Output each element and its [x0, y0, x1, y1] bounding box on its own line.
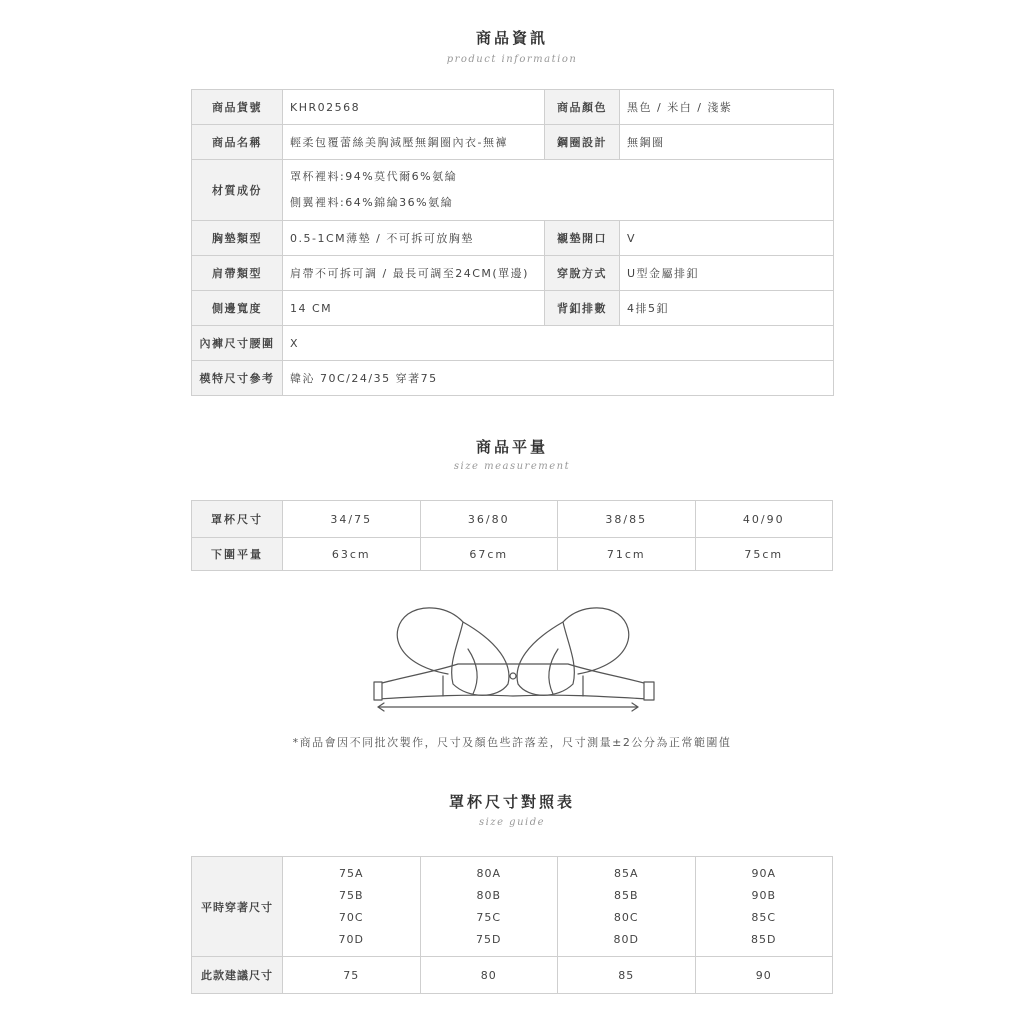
size-guide-table: [191, 856, 833, 994]
usual-size-cell: [420, 857, 558, 957]
table-row: [192, 256, 834, 291]
underbust-label: 下圍平量: [192, 538, 283, 571]
size-item: 90A: [751, 866, 777, 880]
right-hook: [644, 682, 654, 700]
model-label: 模特尺寸參考: [192, 361, 283, 396]
strap-value: 肩帶不可拆可調 / 最長可調至24CM(單邊): [283, 256, 545, 291]
table-row: [192, 957, 833, 994]
measure-title: 商品平量: [475, 438, 548, 456]
info-title: 商品資訊: [475, 29, 548, 47]
pad-value: 0.5-1CM薄墊 / 不可拆可放胸墊: [283, 221, 545, 256]
right-strap: [563, 608, 629, 674]
material-line-1: 罩杯裡料:94%莫代爾6%氨綸: [290, 170, 458, 183]
size-item: 80C: [613, 910, 639, 924]
size-item: 70D: [338, 932, 364, 946]
recommend-label: 此款建議尺寸: [192, 957, 283, 994]
left-hook: [374, 682, 382, 700]
material-line-2: 側翼裡料:64%錦綸36%氨綸: [290, 196, 454, 209]
size-cell: 38/85: [558, 501, 696, 538]
item-no-value: KHR02568: [283, 90, 545, 125]
center-bow: [510, 673, 516, 679]
material-label: 材質成份: [192, 160, 283, 221]
band-top: [378, 664, 648, 684]
panty-value: X: [283, 326, 834, 361]
color-value: 黑色 / 米白 / 淺紫: [620, 90, 834, 125]
guide-subtitle: size guide: [478, 817, 546, 828]
side-value: 14 CM: [283, 291, 545, 326]
name-value: 輕柔包覆蕾絲美胸減壓無鋼圈內衣-無褲: [283, 125, 545, 160]
size-cell: 40/90: [695, 501, 833, 538]
table-row: [192, 291, 834, 326]
size-item: 85C: [751, 910, 777, 924]
underbust-cell: 63cm: [283, 538, 421, 571]
right-cup: [517, 622, 574, 695]
size-item: 80D: [613, 932, 639, 946]
size-item: 85A: [613, 866, 639, 880]
size-cell: 36/80: [420, 501, 558, 538]
name-label: 商品名稱: [192, 125, 283, 160]
material-value: [283, 160, 834, 221]
recommend-cell: 85: [558, 957, 696, 994]
measurement-note: *商品會因不同批次製作，尺寸及顏色些許落差，尺寸測量±2公分為正常範圍值: [292, 736, 732, 749]
panty-label: 內褲尺寸腰圍: [192, 326, 283, 361]
recommend-cell: 75: [283, 957, 421, 994]
size-item: 75A: [338, 866, 364, 880]
wear-label: 穿脫方式: [545, 256, 620, 291]
table-row: [192, 538, 833, 571]
hook-value: 4排5釦: [620, 291, 834, 326]
table-row: [192, 160, 834, 221]
size-item: 75B: [338, 888, 364, 902]
recommend-cell: 80: [420, 957, 558, 994]
usual-size-cell: [695, 857, 833, 957]
pad-open-value: V: [620, 221, 834, 256]
recommend-cell: 90: [695, 957, 833, 994]
wire-label: 鋼圈設計: [545, 125, 620, 160]
size-item: 70C: [338, 910, 364, 924]
measurement-table: [191, 500, 833, 571]
left-strap: [397, 608, 463, 674]
underbust-cell: 71cm: [558, 538, 696, 571]
table-row: [192, 326, 834, 361]
bra-measurement-illustration: [368, 604, 658, 714]
info-subtitle: product information: [446, 54, 578, 65]
usual-size-label: 平時穿著尺寸: [192, 857, 283, 957]
table-row: [192, 501, 833, 538]
size-item: 75D: [476, 932, 502, 946]
hook-label: 背釦排數: [545, 291, 620, 326]
size-item: 80A: [476, 866, 502, 880]
usual-size-cell: [283, 857, 421, 957]
table-row: [192, 90, 834, 125]
model-value: 韓沁 70C/24/35 穿著75: [283, 361, 834, 396]
wear-value: U型金屬排釦: [620, 256, 834, 291]
wire-value: 無鋼圈: [620, 125, 834, 160]
size-cell: 34/75: [283, 501, 421, 538]
guide-title: 罩杯尺寸對照表: [448, 793, 575, 811]
size-item: 80B: [476, 888, 502, 902]
underbust-cell: 67cm: [420, 538, 558, 571]
color-label: 商品顏色: [545, 90, 620, 125]
size-item: 90B: [751, 888, 777, 902]
table-row: [192, 361, 834, 396]
product-info-table: [191, 89, 834, 396]
band-bottom: [378, 695, 648, 699]
item-no-label: 商品貨號: [192, 90, 283, 125]
left-cup: [452, 622, 509, 695]
pad-open-label: 襯墊開口: [545, 221, 620, 256]
measure-subtitle: size measurement: [453, 461, 571, 472]
table-row: [192, 125, 834, 160]
table-row: [192, 221, 834, 256]
table-row: [192, 857, 833, 957]
size-item: 85B: [613, 888, 639, 902]
side-label: 側邊寬度: [192, 291, 283, 326]
underbust-cell: 75cm: [695, 538, 833, 571]
pad-label: 胸墊類型: [192, 221, 283, 256]
size-item: 85D: [751, 932, 777, 946]
size-item: 75C: [476, 910, 502, 924]
usual-size-cell: [558, 857, 696, 957]
cup-size-label: 罩杯尺寸: [192, 501, 283, 538]
strap-label: 肩帶類型: [192, 256, 283, 291]
